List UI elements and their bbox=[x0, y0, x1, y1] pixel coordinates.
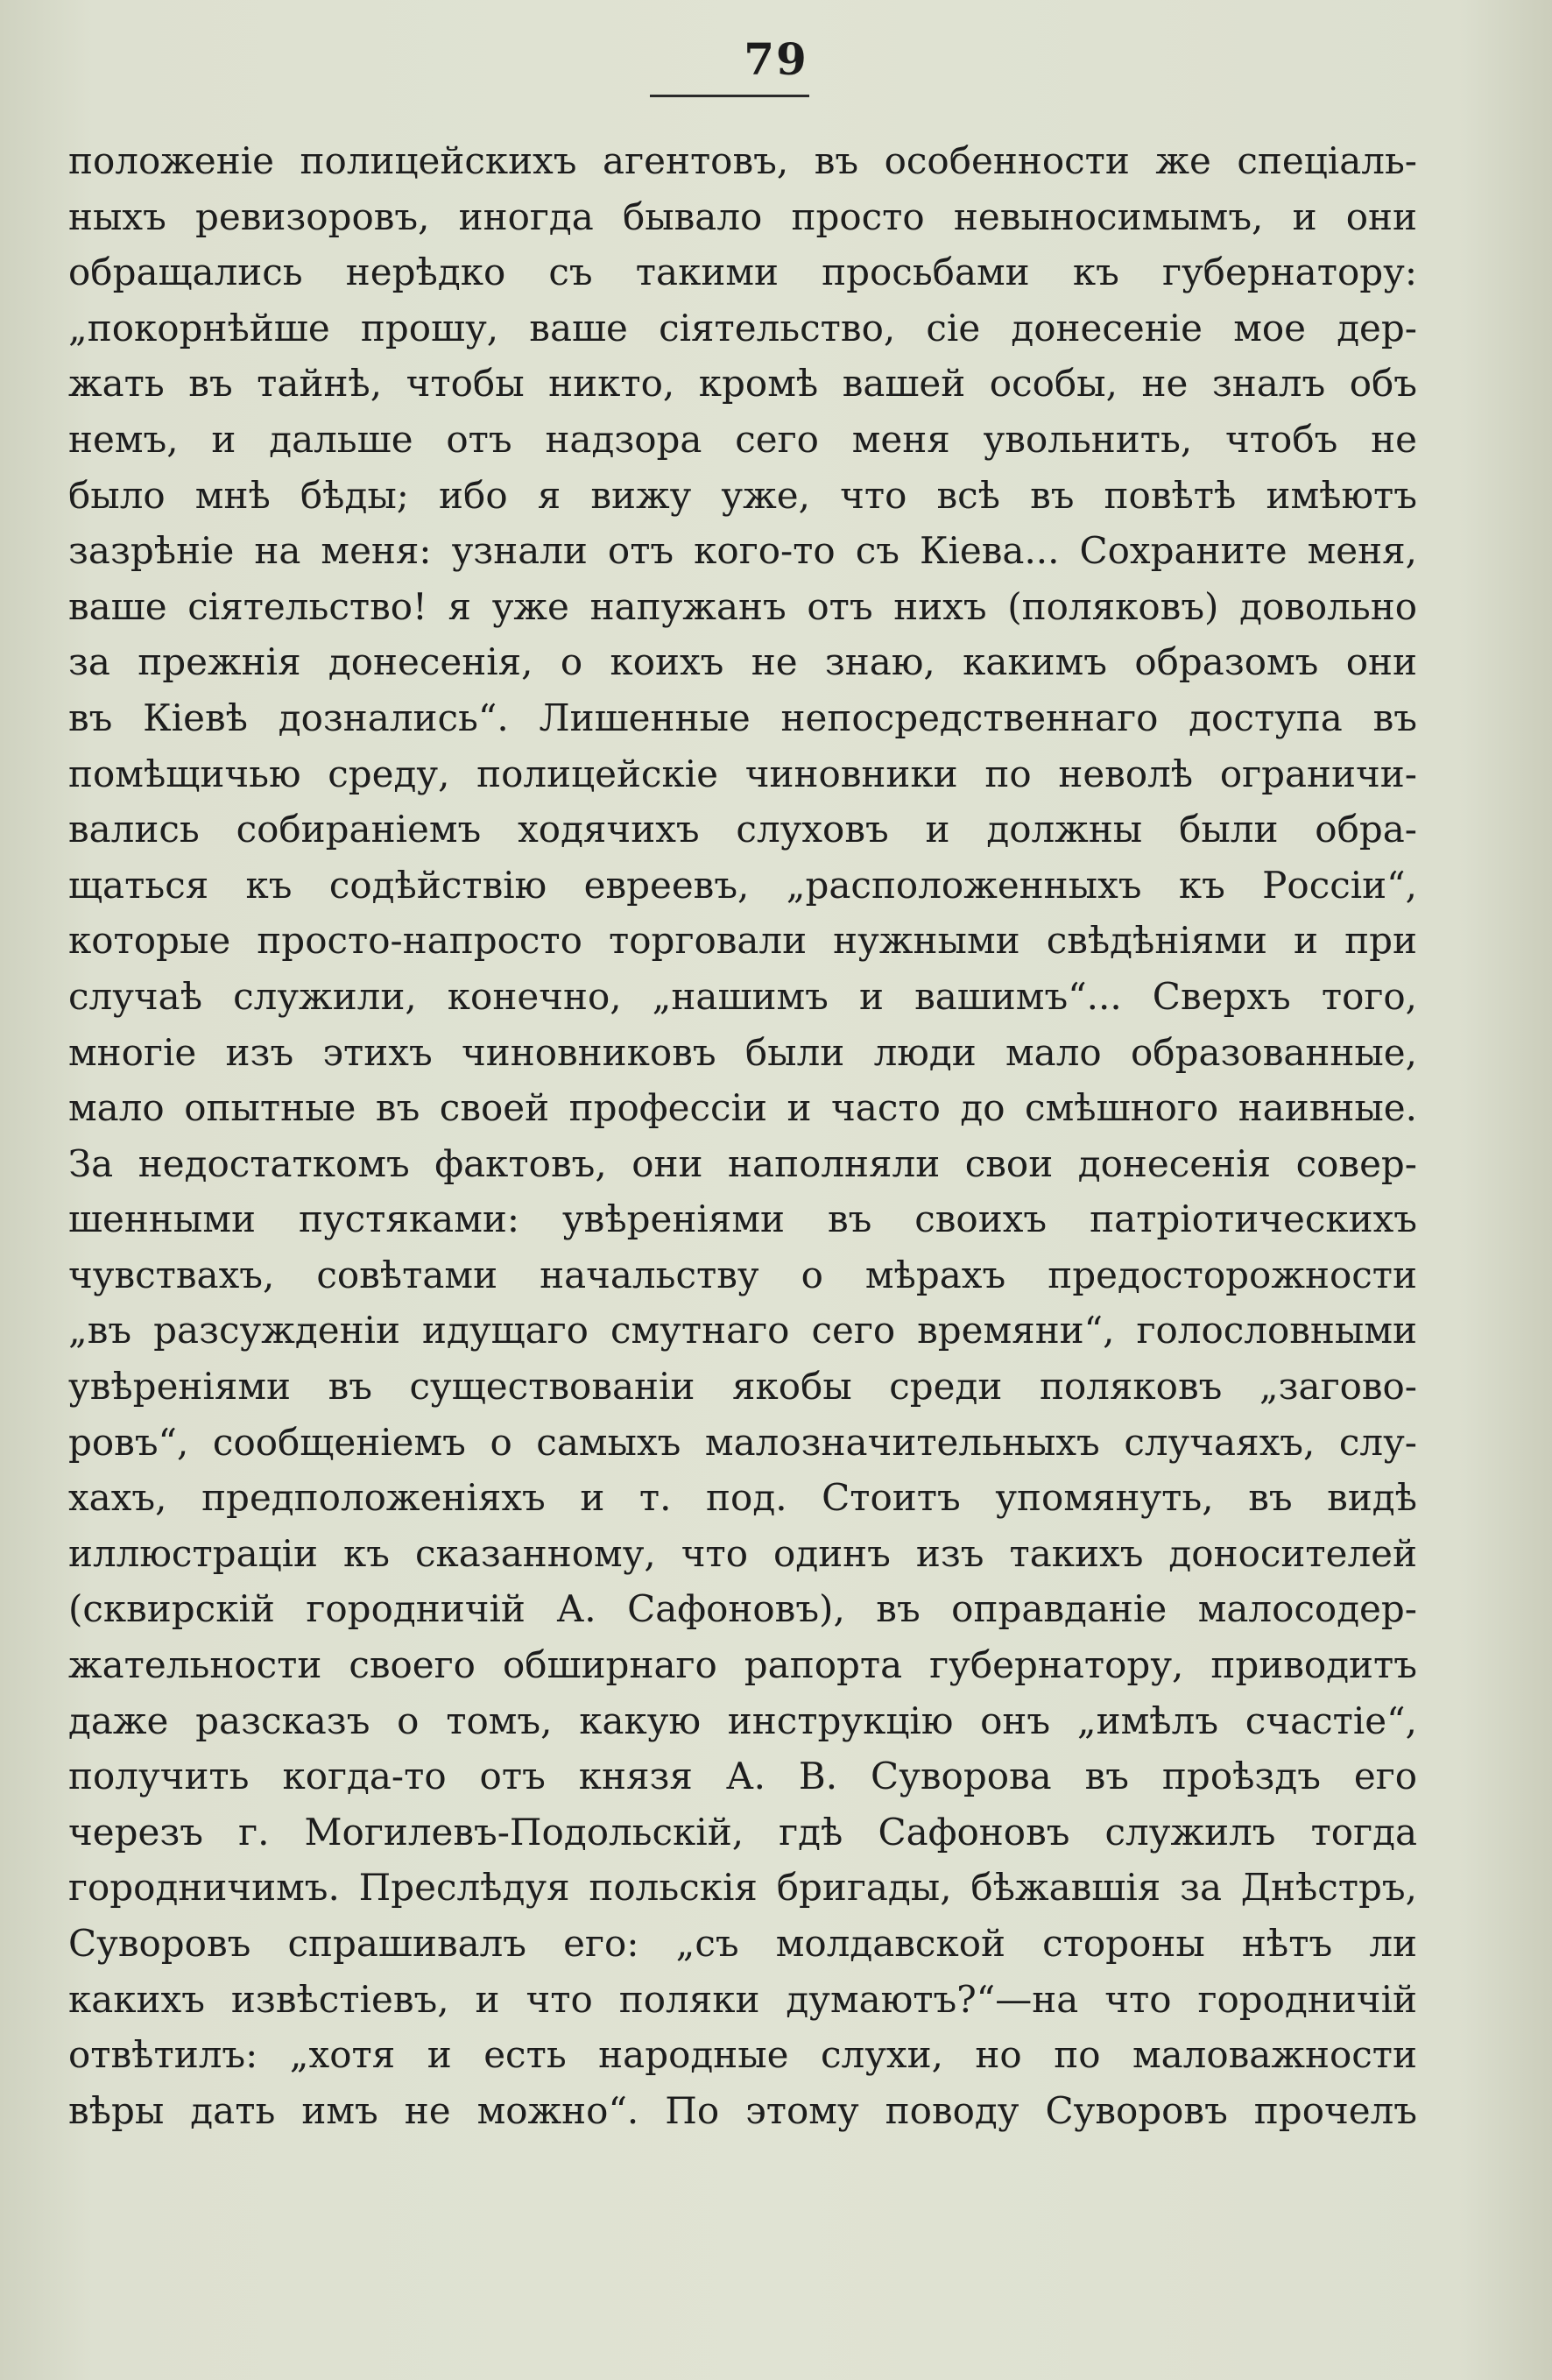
text-line: жательности своего обширнаго рапорта губернатору, приводитъ bbox=[68, 1643, 1417, 1687]
text-line: положеніе полицейскихъ агентовъ, въ особенности же спеціаль- bbox=[68, 139, 1417, 182]
text-line: какихъ извѣстіевъ, и что поляки думаютъ?“—на что городничій bbox=[68, 1977, 1417, 2021]
text-line: ваше сіятельство! я уже напужанъ отъ нихъ (поляковъ) довольно bbox=[68, 584, 1417, 628]
text-line: даже разсказъ о томъ, какую инструкцію онъ „имѣлъ счастіе“, bbox=[68, 1698, 1417, 1742]
text-line: вѣры дать имъ не можно“. По этому поводу Суворовъ прочелъ bbox=[68, 2088, 1417, 2132]
text-line: зазрѣніе на меня: узнали отъ кого-то съ Кіева... Сохраните меня, bbox=[68, 529, 1417, 573]
text-line: за прежнія донесенія, о коихъ не знаю, какимъ образомъ они bbox=[68, 640, 1417, 684]
text-line: обращались нерѣдко съ такими просьбами къ губернатору: bbox=[68, 251, 1417, 294]
text-line: получить когда-то отъ князя А. В. Суворова въ проѣздъ его bbox=[68, 1755, 1417, 1798]
text-line: мало опытные въ своей профессіи и часто до смѣшного наивные. bbox=[68, 1086, 1417, 1130]
text-line: увѣреніями въ существованіи якобы среди поляковъ „загово- bbox=[68, 1365, 1417, 1409]
text-line: хахъ, предположеніяхъ и т. под. Стоитъ упомянуть, въ видѣ bbox=[68, 1476, 1417, 1520]
text-line: шенными пустяками: увѣреніями въ своихъ патріотическихъ bbox=[68, 1197, 1417, 1241]
text-line: многіе изъ этихъ чиновниковъ были люди мало образованные, bbox=[68, 1030, 1417, 1074]
text-line: въ Кіевѣ дознались“. Лишенные непосредственнаго доступа въ bbox=[68, 696, 1417, 739]
text-line: было мнѣ бѣды; ибо я вижу уже, что всѣ въ повѣтѣ имѣютъ bbox=[68, 473, 1417, 517]
text-line: щаться къ содѣйствію евреевъ, „расположенныхъ къ Россіи“, bbox=[68, 863, 1417, 907]
body-text bbox=[68, 133, 1417, 2138]
page-number: 79 bbox=[744, 33, 808, 85]
text-line: случаѣ служили, конечно, „нашимъ и вашимъ“... Сверхъ того, bbox=[68, 974, 1417, 1018]
text-line: За недостаткомъ фактовъ, они наполняли свои донесенія совер- bbox=[68, 1141, 1417, 1185]
text-line: (сквирскій городничій А. Сафоновъ), въ оправданіе малосодер- bbox=[68, 1587, 1417, 1631]
text-line: иллюстраціи къ сказанному, что одинъ изъ такихъ доносителей bbox=[68, 1531, 1417, 1575]
text-line: немъ, и дальше отъ надзора сего меня увольнить, чтобъ не bbox=[68, 417, 1417, 461]
text-line: помѣщичью среду, полицейскіе чиновники по неволѣ ограничи- bbox=[68, 752, 1417, 795]
text-line: „въ разсужденіи идущаго смутнаго сего времяни“, голословными bbox=[68, 1309, 1417, 1352]
text-line: ровъ“, сообщеніемъ о самыхъ малозначительныхъ случаяхъ, слу- bbox=[68, 1420, 1417, 1464]
text-line: которые просто-напросто торговали нужными свѣдѣніями и при bbox=[68, 919, 1417, 963]
text-line: „покорнѣйше прошу, ваше сіятельство, сіе донесеніе мое дер- bbox=[68, 306, 1417, 350]
text-line: черезъ г. Могилевъ-Подольскій, гдѣ Сафоновъ служилъ тогда bbox=[68, 1810, 1417, 1854]
text-line: городничимъ. Преслѣдуя польскія бригады, бѣжавшія за Днѣстръ, bbox=[68, 1866, 1417, 1910]
page-number-header bbox=[0, 33, 1552, 86]
text-line: Суворовъ спрашивалъ его: „съ молдавской стороны нѣтъ ли bbox=[68, 1922, 1417, 1965]
page-number-rule bbox=[650, 95, 809, 97]
text-line: отвѣтилъ: „хотя и есть народные слухи, но по маловажности bbox=[68, 2033, 1417, 2077]
text-line: чувствахъ, совѣтами начальству о мѣрахъ предосторожности bbox=[68, 1253, 1417, 1296]
text-line: ныхъ ревизоровъ, иногда бывало просто невыносимымъ, и они bbox=[68, 194, 1417, 238]
text-line: жать въ тайнѣ, чтобы никто, кромѣ вашей особы, не зналъ объ bbox=[68, 362, 1417, 406]
text-line: вались собираніемъ ходячихъ слуховъ и должны были обра- bbox=[68, 808, 1417, 851]
